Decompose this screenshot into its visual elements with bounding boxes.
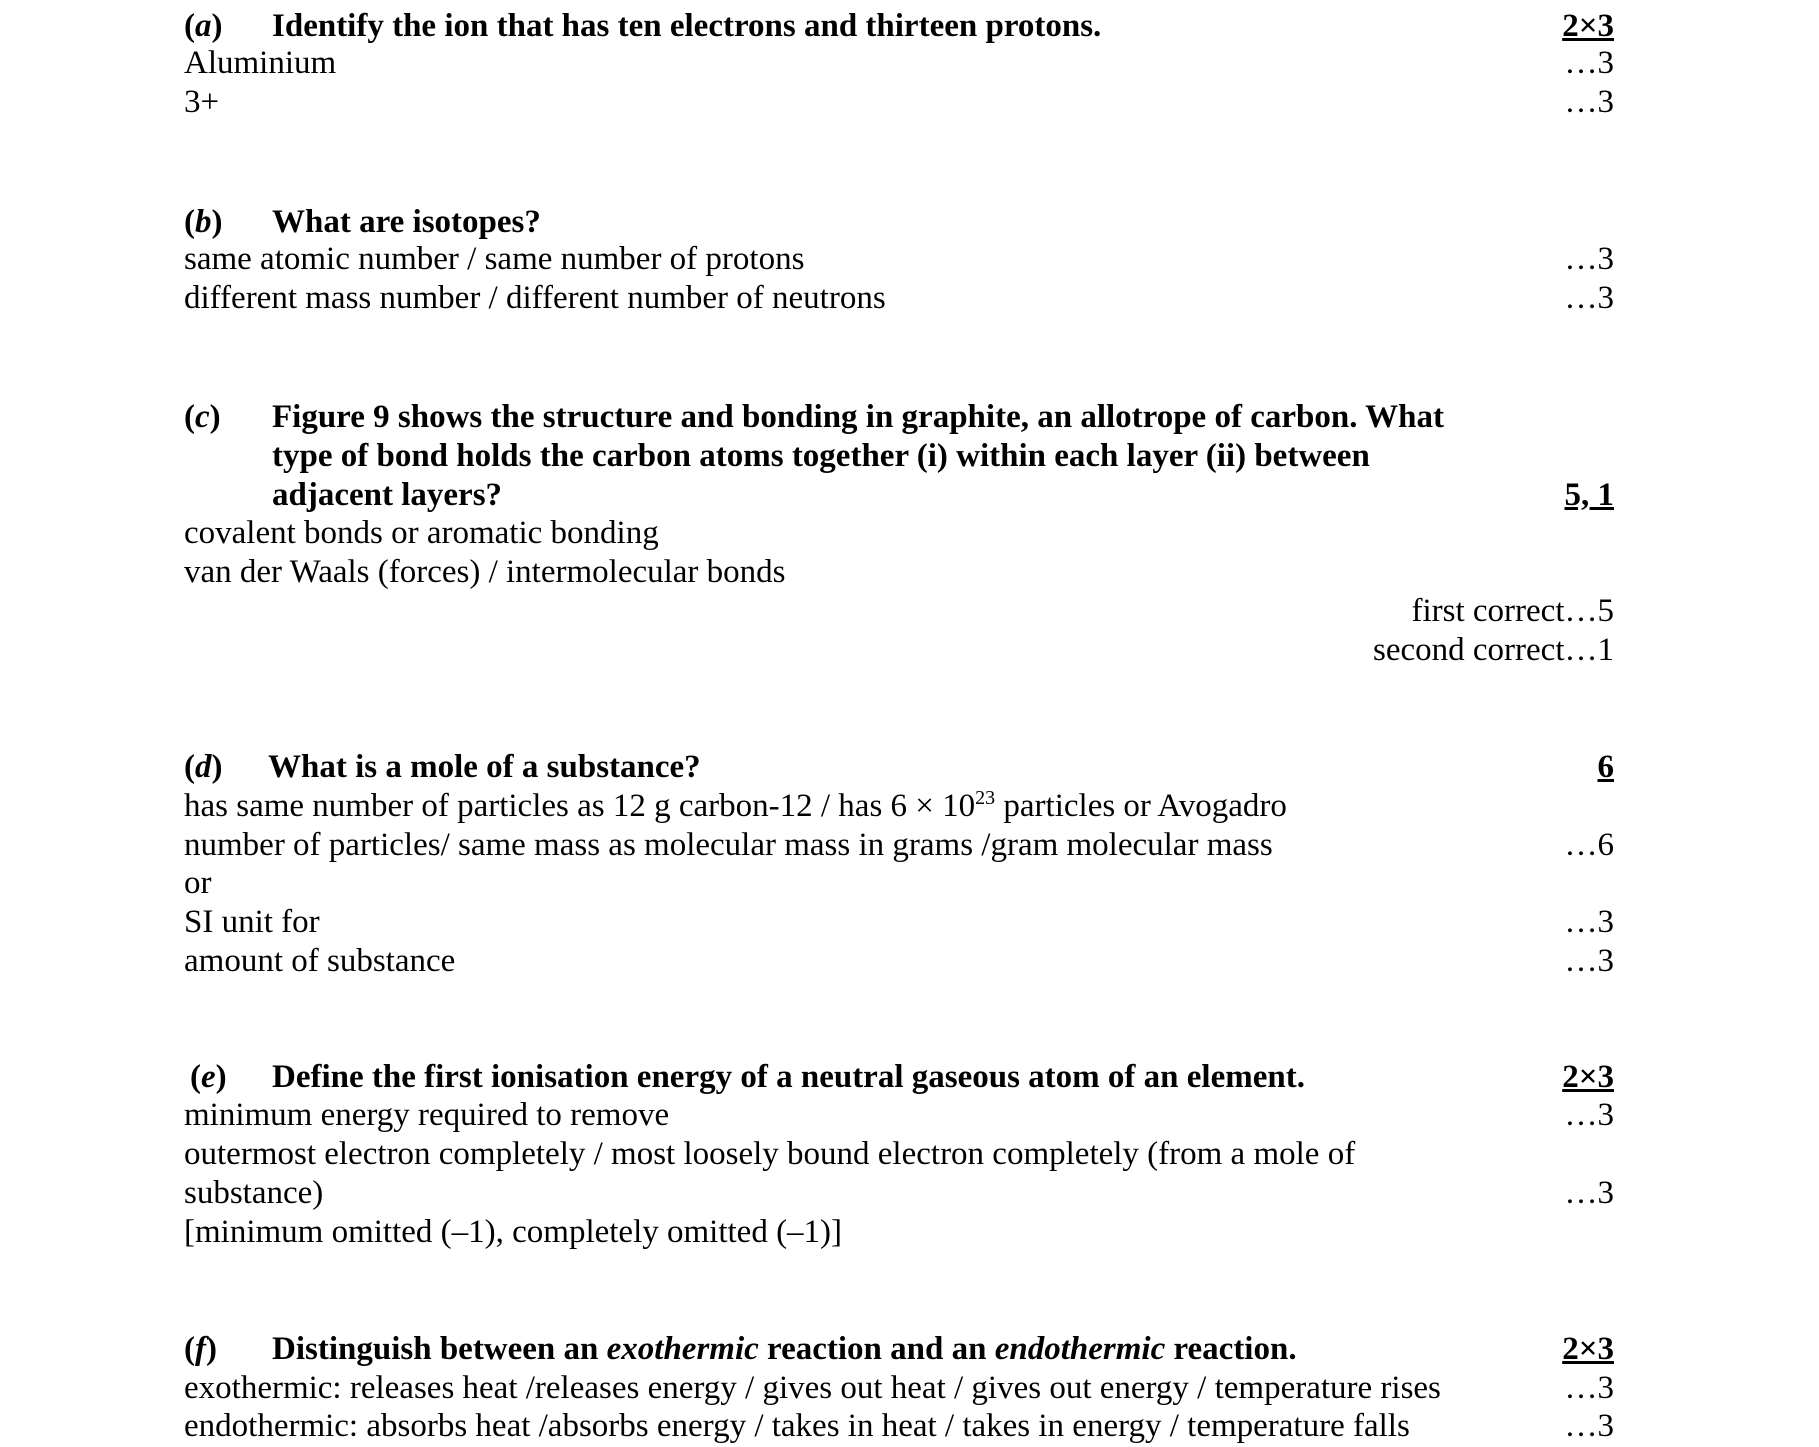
answer-or: or	[184, 865, 212, 901]
question-text: Define the first ionisation energy of a neutral gaseous atom of an element.	[272, 1059, 1305, 1095]
mark-line: …3	[1564, 1370, 1614, 1406]
total-marks-d: 6	[1597, 749, 1614, 785]
question-label: (a)	[184, 8, 223, 44]
question-label: (c)	[184, 399, 221, 435]
total-marks-e: 2×3	[1562, 1059, 1614, 1095]
question-f: (f) Distinguish between an exothermic reaction and an endothermic reaction.	[184, 1331, 1297, 1367]
mark-line: …3	[1564, 1408, 1614, 1444]
answer-line: same atomic number / same number of protons	[184, 241, 805, 277]
answer-line: minimum energy required to remove	[184, 1097, 670, 1133]
question-c	[184, 398, 1444, 436]
question-label: (e)	[190, 1059, 227, 1095]
mark-line: …3	[1564, 241, 1614, 277]
question-text: What is a mole of a substance?	[268, 749, 701, 785]
mark-line: …3	[1564, 904, 1614, 940]
mark-line: …6	[1564, 827, 1614, 863]
exponent: 23	[975, 787, 996, 809]
answer-line: covalent bonds or aromatic bonding	[184, 515, 659, 551]
answer-line: different mass number / different number of neutrons	[184, 280, 886, 316]
mark-line: …3	[1564, 45, 1614, 81]
question-text: Figure 9 shows the structure and bonding in graphite, an allotrope of carbon. What	[272, 399, 1444, 435]
emphasis-term: exothermic	[606, 1331, 759, 1367]
question-text: What are isotopes?	[272, 204, 541, 240]
total-marks-c: 5, 1	[1564, 477, 1614, 513]
answer-line: 3+	[184, 84, 220, 120]
answer-line: Aluminium	[184, 45, 337, 81]
marking-note: second correct…1	[1373, 632, 1614, 668]
answer-line: amount of substance	[184, 943, 456, 979]
emphasis-term: endothermic	[994, 1331, 1166, 1367]
mark-line: …3	[1564, 943, 1614, 979]
answer-line: has same number of particles as 12 g carbon-12 / has $6 \times 10^{23}$ particles or Avogadro	[184, 787, 1287, 824]
answer-line: SI unit for	[184, 904, 320, 940]
total-marks-a: 2×3	[1562, 8, 1614, 44]
question-e	[190, 1058, 1305, 1096]
question-text: Identify the ion that has ten electrons and thirteen protons.	[272, 8, 1102, 44]
question-d	[184, 748, 701, 786]
marking-note: first correct…5	[1411, 593, 1614, 629]
answer-line: exothermic: releases heat /releases energy / gives out heat / gives out energy / temperature rises	[184, 1370, 1441, 1406]
answer-line: van der Waals (forces) / intermolecular bonds	[184, 554, 786, 590]
question-text-continued: type of bond holds the carbon atoms together (i) within each layer (ii) between	[272, 438, 1370, 474]
question-a	[184, 7, 1101, 45]
answer-line: endothermic: absorbs heat /absorbs energy / takes in heat / takes in energy / temperature falls	[184, 1408, 1410, 1444]
question-label: (f)	[184, 1331, 217, 1367]
mark-line: …3	[1564, 84, 1614, 120]
answer-line: substance)	[184, 1175, 324, 1211]
mark-line: …3	[1564, 280, 1614, 316]
question-label: (d)	[184, 749, 223, 785]
total-marks-f: 2×3	[1562, 1331, 1614, 1367]
answer-line: [minimum omitted (–1), completely omitted (–1)]	[184, 1214, 843, 1250]
mark-line: …3	[1564, 1175, 1614, 1211]
answer-line: outermost electron completely / most loosely bound electron completely (from a mole of	[184, 1136, 1356, 1172]
answer-line: number of particles/ same mass as molecular mass in grams /gram molecular mass	[184, 827, 1273, 863]
question-text-continued: adjacent layers?	[272, 477, 503, 513]
mark-line: …3	[1564, 1097, 1614, 1133]
question-b	[184, 203, 541, 241]
question-label: (b)	[184, 204, 223, 240]
